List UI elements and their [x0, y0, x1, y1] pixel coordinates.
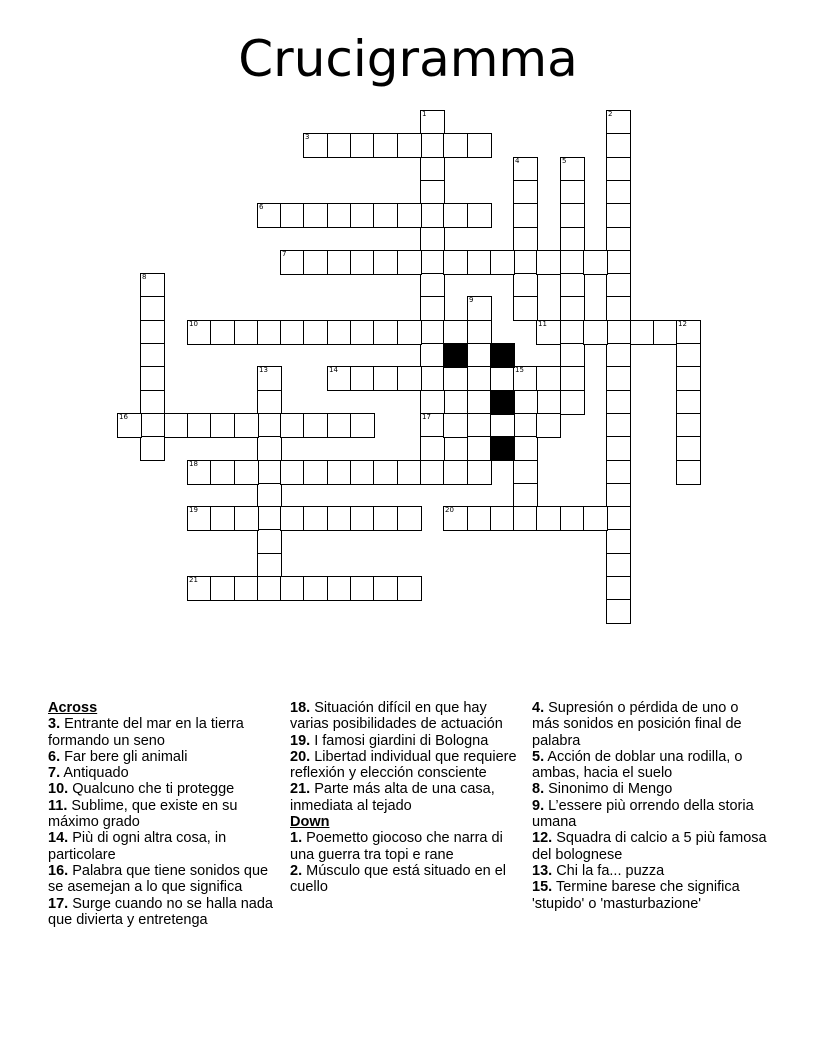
- grid-cell[interactable]: [327, 506, 352, 531]
- grid-cell[interactable]: [303, 133, 328, 158]
- grid-cell[interactable]: [560, 343, 585, 368]
- grid-cell[interactable]: [536, 506, 561, 531]
- grid-cell[interactable]: [606, 390, 631, 415]
- clue-across-16: 16. Palabra que tiene sonidos que se asemejan a lo que significa: [48, 862, 269, 896]
- grid-cell[interactable]: [490, 506, 515, 531]
- grid-cell[interactable]: [560, 203, 585, 228]
- grid-cell[interactable]: [187, 506, 212, 531]
- grid-cell[interactable]: [467, 250, 492, 275]
- grid-cell[interactable]: [234, 413, 259, 438]
- grid-cell[interactable]: [257, 436, 282, 461]
- grid-cell[interactable]: [257, 529, 282, 554]
- grid-cell[interactable]: [606, 227, 631, 252]
- grid-cell[interactable]: [420, 343, 445, 368]
- clue-down-5: 5. Acción de doblar una rodilla, o ambas, hacia el suelo: [532, 748, 743, 782]
- grid-cell[interactable]: [490, 250, 515, 275]
- grid-cell[interactable]: [467, 366, 492, 391]
- grid-cell[interactable]: [606, 157, 631, 182]
- grid-cell[interactable]: [467, 133, 492, 158]
- grid-cell[interactable]: [560, 250, 585, 275]
- grid-cell[interactable]: [257, 366, 282, 391]
- cell-number: 3: [305, 133, 310, 141]
- grid-cell[interactable]: [583, 250, 608, 275]
- grid-cell[interactable]: [373, 133, 398, 158]
- cell-number: 20: [445, 506, 454, 514]
- grid-cell[interactable]: [350, 133, 375, 158]
- grid-cell[interactable]: [373, 576, 398, 601]
- grid-cell[interactable]: [513, 157, 538, 182]
- grid-cell[interactable]: [327, 366, 352, 391]
- grid-cell[interactable]: [234, 460, 259, 485]
- grid-cell[interactable]: [397, 133, 422, 158]
- grid-cell[interactable]: [560, 506, 585, 531]
- grid-cell[interactable]: [397, 320, 422, 345]
- clues-column-1: [48, 700, 273, 928]
- cell-number: 2: [608, 110, 613, 118]
- grid-cell[interactable]: [257, 413, 282, 438]
- grid-cell[interactable]: [210, 320, 235, 345]
- cell-number: 18: [189, 460, 198, 468]
- grid-cell[interactable]: [606, 460, 631, 485]
- grid-cell[interactable]: [467, 320, 492, 345]
- clue-across-21: 21. Parte más alta de una casa, inmediata al tejado: [290, 781, 495, 814]
- grid-cell[interactable]: [676, 413, 701, 438]
- clue-across-17: 17. Surge cuando no se halla nada que divierta y entretenga: [48, 895, 273, 928]
- grid-cell[interactable]: [606, 366, 631, 391]
- grid-cell[interactable]: [560, 390, 585, 415]
- grid-cell[interactable]: [327, 413, 352, 438]
- clue-across-11: 11. Sublime, que existe en su máximo grado: [48, 797, 238, 831]
- grid-cell[interactable]: [140, 320, 165, 345]
- grid-cell[interactable]: [513, 390, 538, 415]
- clue-across-10: 10. Qualcuno che ti protegge: [48, 781, 235, 798]
- grid-cell[interactable]: [257, 460, 282, 485]
- grid-cell[interactable]: [676, 460, 701, 485]
- grid-cell[interactable]: [490, 413, 515, 438]
- grid-cell[interactable]: [606, 110, 631, 135]
- grid-cell[interactable]: [327, 133, 352, 158]
- cell-number: 5: [562, 157, 567, 165]
- grid-cell[interactable]: [606, 506, 631, 531]
- down-header: Down: [290, 814, 330, 831]
- grid-cell[interactable]: [257, 483, 282, 508]
- grid-cell[interactable]: [606, 296, 631, 321]
- grid-cell[interactable]: [257, 553, 282, 578]
- grid-cell[interactable]: [373, 460, 398, 485]
- cell-number: 19: [189, 506, 198, 514]
- grid-cell[interactable]: [606, 413, 631, 438]
- black-square: [443, 343, 468, 368]
- grid-cell[interactable]: [350, 460, 375, 485]
- grid-cell[interactable]: [513, 273, 538, 298]
- grid-cell[interactable]: [303, 576, 328, 601]
- grid-cell[interactable]: [560, 227, 585, 252]
- grid-cell[interactable]: [536, 366, 561, 391]
- grid-cell[interactable]: [443, 506, 468, 531]
- grid-cell[interactable]: [606, 320, 631, 345]
- grid-cell[interactable]: [373, 250, 398, 275]
- clue-across-19: 19. I famosi giardini di Bologna: [290, 732, 489, 749]
- grid-cell[interactable]: [303, 203, 328, 228]
- clue-down-15: 15. Termine barese che significa 'stupido' o 'masturbazione': [532, 879, 740, 912]
- grid-cell[interactable]: [513, 436, 538, 461]
- grid-cell[interactable]: [560, 157, 585, 182]
- grid-cell[interactable]: [117, 413, 142, 438]
- grid-cell[interactable]: [327, 576, 352, 601]
- grid-cell[interactable]: [606, 576, 631, 601]
- grid-cell[interactable]: [606, 180, 631, 205]
- grid-cell[interactable]: [397, 203, 422, 228]
- clue-down-13: 13. Chi la fa... puzza: [532, 862, 665, 879]
- grid-cell[interactable]: [443, 320, 468, 345]
- grid-cell[interactable]: [606, 343, 631, 368]
- clue-down-1: 1. Poemetto giocoso che narra di una guerra tra topi e rane: [290, 830, 503, 863]
- grid-cell[interactable]: [490, 366, 515, 391]
- grid-cell[interactable]: [210, 576, 235, 601]
- grid-cell[interactable]: [140, 436, 165, 461]
- grid-cell[interactable]: [187, 576, 212, 601]
- cell-number: 12: [678, 320, 687, 328]
- grid-cell[interactable]: [164, 413, 189, 438]
- cell-number: 10: [189, 320, 198, 328]
- cell-number: 15: [515, 366, 524, 374]
- grid-cell[interactable]: [257, 576, 282, 601]
- black-square: [490, 343, 515, 368]
- cell-number: 8: [142, 273, 147, 281]
- grid-cell[interactable]: [467, 203, 492, 228]
- grid-cell[interactable]: [210, 460, 235, 485]
- grid-cell[interactable]: [443, 250, 468, 275]
- grid-cell[interactable]: [327, 203, 352, 228]
- grid-cell[interactable]: [536, 320, 561, 345]
- grid-cell[interactable]: [560, 366, 585, 391]
- grid-cell[interactable]: [513, 483, 538, 508]
- grid-cell[interactable]: [397, 576, 422, 601]
- grid-cell[interactable]: [303, 413, 328, 438]
- grid-cell[interactable]: [327, 460, 352, 485]
- cell-number: 11: [538, 320, 547, 328]
- grid-cell[interactable]: [560, 296, 585, 321]
- grid-cell[interactable]: [350, 413, 375, 438]
- grid-cell[interactable]: [420, 320, 445, 345]
- grid-cell[interactable]: [420, 180, 445, 205]
- grid-cell[interactable]: [560, 180, 585, 205]
- grid-cell[interactable]: [303, 320, 328, 345]
- grid-cell[interactable]: [303, 506, 328, 531]
- grid-cell[interactable]: [630, 320, 655, 345]
- grid-cell[interactable]: [140, 296, 165, 321]
- grid-cell[interactable]: [513, 413, 538, 438]
- clue-down-2: 2. Músculo que está situado en el cuello: [290, 862, 507, 896]
- grid-cell[interactable]: [187, 413, 212, 438]
- grid-cell[interactable]: [373, 203, 398, 228]
- grid-cell[interactable]: [420, 273, 445, 298]
- grid-cell[interactable]: [280, 250, 305, 275]
- grid-cell[interactable]: [140, 390, 165, 415]
- grid-cell[interactable]: [373, 366, 398, 391]
- grid-cell[interactable]: [606, 529, 631, 554]
- grid-cell[interactable]: [280, 506, 305, 531]
- grid-cell[interactable]: [140, 273, 165, 298]
- grid-cell[interactable]: [350, 320, 375, 345]
- grid-cell[interactable]: [583, 506, 608, 531]
- grid-cell[interactable]: [606, 133, 631, 158]
- grid-cell[interactable]: [280, 576, 305, 601]
- grid-cell[interactable]: [513, 296, 538, 321]
- clue-across-18: 18. Situación difícil en que hay varias posibilidades de actuación: [290, 700, 503, 733]
- grid-cell[interactable]: [560, 320, 585, 345]
- grid-cell[interactable]: [420, 250, 445, 275]
- grid-cell[interactable]: [467, 413, 492, 438]
- grid-cell[interactable]: [513, 180, 538, 205]
- grid-cell[interactable]: [350, 250, 375, 275]
- clue-across-20: 20. Libertad individual que requiere reflexión y elección consciente: [290, 748, 517, 782]
- cell-number: 7: [282, 250, 287, 258]
- clue-down-9: 9. L’essere più orrendo della storia umana: [532, 797, 754, 831]
- grid-cell[interactable]: [443, 413, 468, 438]
- cell-number: 1: [422, 110, 427, 118]
- grid-cell[interactable]: [443, 366, 468, 391]
- grid-cell[interactable]: [350, 576, 375, 601]
- grid-cell[interactable]: [583, 320, 608, 345]
- clue-down-4: 4. Supresión o pérdida de uno o más sonidos en posición final de palabra: [532, 700, 742, 749]
- grid-cell[interactable]: [187, 320, 212, 345]
- grid-cell[interactable]: [210, 413, 235, 438]
- grid-cell[interactable]: [420, 203, 445, 228]
- grid-cell[interactable]: [513, 460, 538, 485]
- clue-across-7: 7. Antiquado: [48, 765, 129, 782]
- grid-cell[interactable]: [606, 203, 631, 228]
- across-header: Across: [48, 700, 98, 716]
- clue-down-12: 12. Squadra di calcio a 5 più famosa del bolognese: [532, 830, 767, 863]
- grid-cell[interactable]: [420, 460, 445, 485]
- grid-cell[interactable]: [676, 436, 701, 461]
- grid-cell[interactable]: [467, 460, 492, 485]
- black-square: [490, 390, 515, 415]
- grid-cell[interactable]: [606, 553, 631, 578]
- grid-cell[interactable]: [676, 320, 701, 345]
- grid-cell[interactable]: [420, 227, 445, 252]
- grid-cell[interactable]: [513, 203, 538, 228]
- grid-cell[interactable]: [676, 366, 701, 391]
- grid-cell[interactable]: [140, 343, 165, 368]
- grid-cell[interactable]: [606, 483, 631, 508]
- grid-cell[interactable]: [606, 250, 631, 275]
- grid-cell[interactable]: [257, 320, 282, 345]
- grid-cell[interactable]: [303, 460, 328, 485]
- cell-number: 17: [422, 413, 431, 421]
- grid-cell[interactable]: [513, 506, 538, 531]
- grid-cell[interactable]: [210, 506, 235, 531]
- grid-cell[interactable]: [257, 203, 282, 228]
- grid-cell[interactable]: [420, 413, 445, 438]
- grid-cell[interactable]: [676, 343, 701, 368]
- cell-number: 14: [329, 366, 338, 374]
- grid-cell[interactable]: [280, 320, 305, 345]
- black-square: [490, 436, 515, 461]
- clue-across-6: 6. Far bere gli animali: [48, 748, 188, 765]
- grid-cell[interactable]: [467, 296, 492, 321]
- grid-cell[interactable]: [443, 460, 468, 485]
- puzzle-title: Crucigramma: [238, 30, 578, 88]
- grid-cell[interactable]: [397, 250, 422, 275]
- grid-cell[interactable]: [513, 250, 538, 275]
- grid-cell[interactable]: [420, 133, 445, 158]
- grid-cell[interactable]: [280, 460, 305, 485]
- clue-down-8: 8. Sinonimo di Mengo: [532, 781, 673, 798]
- grid-cell[interactable]: [420, 436, 445, 461]
- cell-number: 21: [189, 576, 198, 584]
- grid-cell[interactable]: [420, 110, 445, 135]
- clue-across-14: 14. Più di ogni altra cosa, in particolare: [48, 830, 227, 863]
- grid-cell[interactable]: [397, 506, 422, 531]
- grid-cell[interactable]: [467, 390, 492, 415]
- grid-cell[interactable]: [606, 436, 631, 461]
- cell-number: 6: [259, 203, 264, 211]
- grid-cell[interactable]: [420, 157, 445, 182]
- grid-cell[interactable]: [280, 413, 305, 438]
- grid-cell[interactable]: [443, 203, 468, 228]
- grid-cell[interactable]: [467, 436, 492, 461]
- grid-cell[interactable]: [653, 320, 678, 345]
- grid-cell[interactable]: [327, 320, 352, 345]
- grid-cell[interactable]: [257, 390, 282, 415]
- grid-cell[interactable]: [513, 366, 538, 391]
- cell-number: 4: [515, 157, 520, 165]
- grid-cell[interactable]: [513, 227, 538, 252]
- grid-cell[interactable]: [536, 413, 561, 438]
- grid-cell[interactable]: [373, 320, 398, 345]
- grid-cell[interactable]: [234, 576, 259, 601]
- grid-cell[interactable]: [303, 250, 328, 275]
- grid-cell[interactable]: [234, 320, 259, 345]
- grid-cell[interactable]: [327, 250, 352, 275]
- cell-number: 16: [119, 413, 128, 421]
- grid-cell[interactable]: [350, 506, 375, 531]
- grid-cell[interactable]: [397, 460, 422, 485]
- grid-cell[interactable]: [257, 506, 282, 531]
- grid-cell[interactable]: [280, 203, 305, 228]
- grid-cell[interactable]: [140, 366, 165, 391]
- grid-cell[interactable]: [350, 366, 375, 391]
- grid-cell[interactable]: [140, 413, 165, 438]
- grid-cell[interactable]: [676, 390, 701, 415]
- grid-cell[interactable]: [373, 506, 398, 531]
- grid-cell[interactable]: [606, 599, 631, 624]
- grid-cell[interactable]: [397, 366, 422, 391]
- grid-cell[interactable]: [606, 273, 631, 298]
- grid-cell[interactable]: [350, 203, 375, 228]
- grid-cell[interactable]: [420, 390, 445, 415]
- grid-cell[interactable]: [536, 250, 561, 275]
- grid-cell[interactable]: [443, 133, 468, 158]
- grid-cell[interactable]: [420, 296, 445, 321]
- clues-column-3: [532, 700, 768, 912]
- grid-cell[interactable]: [467, 506, 492, 531]
- cell-number: 9: [469, 296, 474, 304]
- grid-cell[interactable]: [467, 343, 492, 368]
- cell-number: 13: [259, 366, 268, 374]
- clue-across-3: 3. Entrante del mar en la tierra formando un seno: [48, 716, 244, 749]
- grid-cell[interactable]: [560, 273, 585, 298]
- clues-column-2: [290, 700, 518, 896]
- grid-cell[interactable]: [234, 506, 259, 531]
- grid-cell[interactable]: [420, 366, 445, 391]
- grid-cell[interactable]: [187, 460, 212, 485]
